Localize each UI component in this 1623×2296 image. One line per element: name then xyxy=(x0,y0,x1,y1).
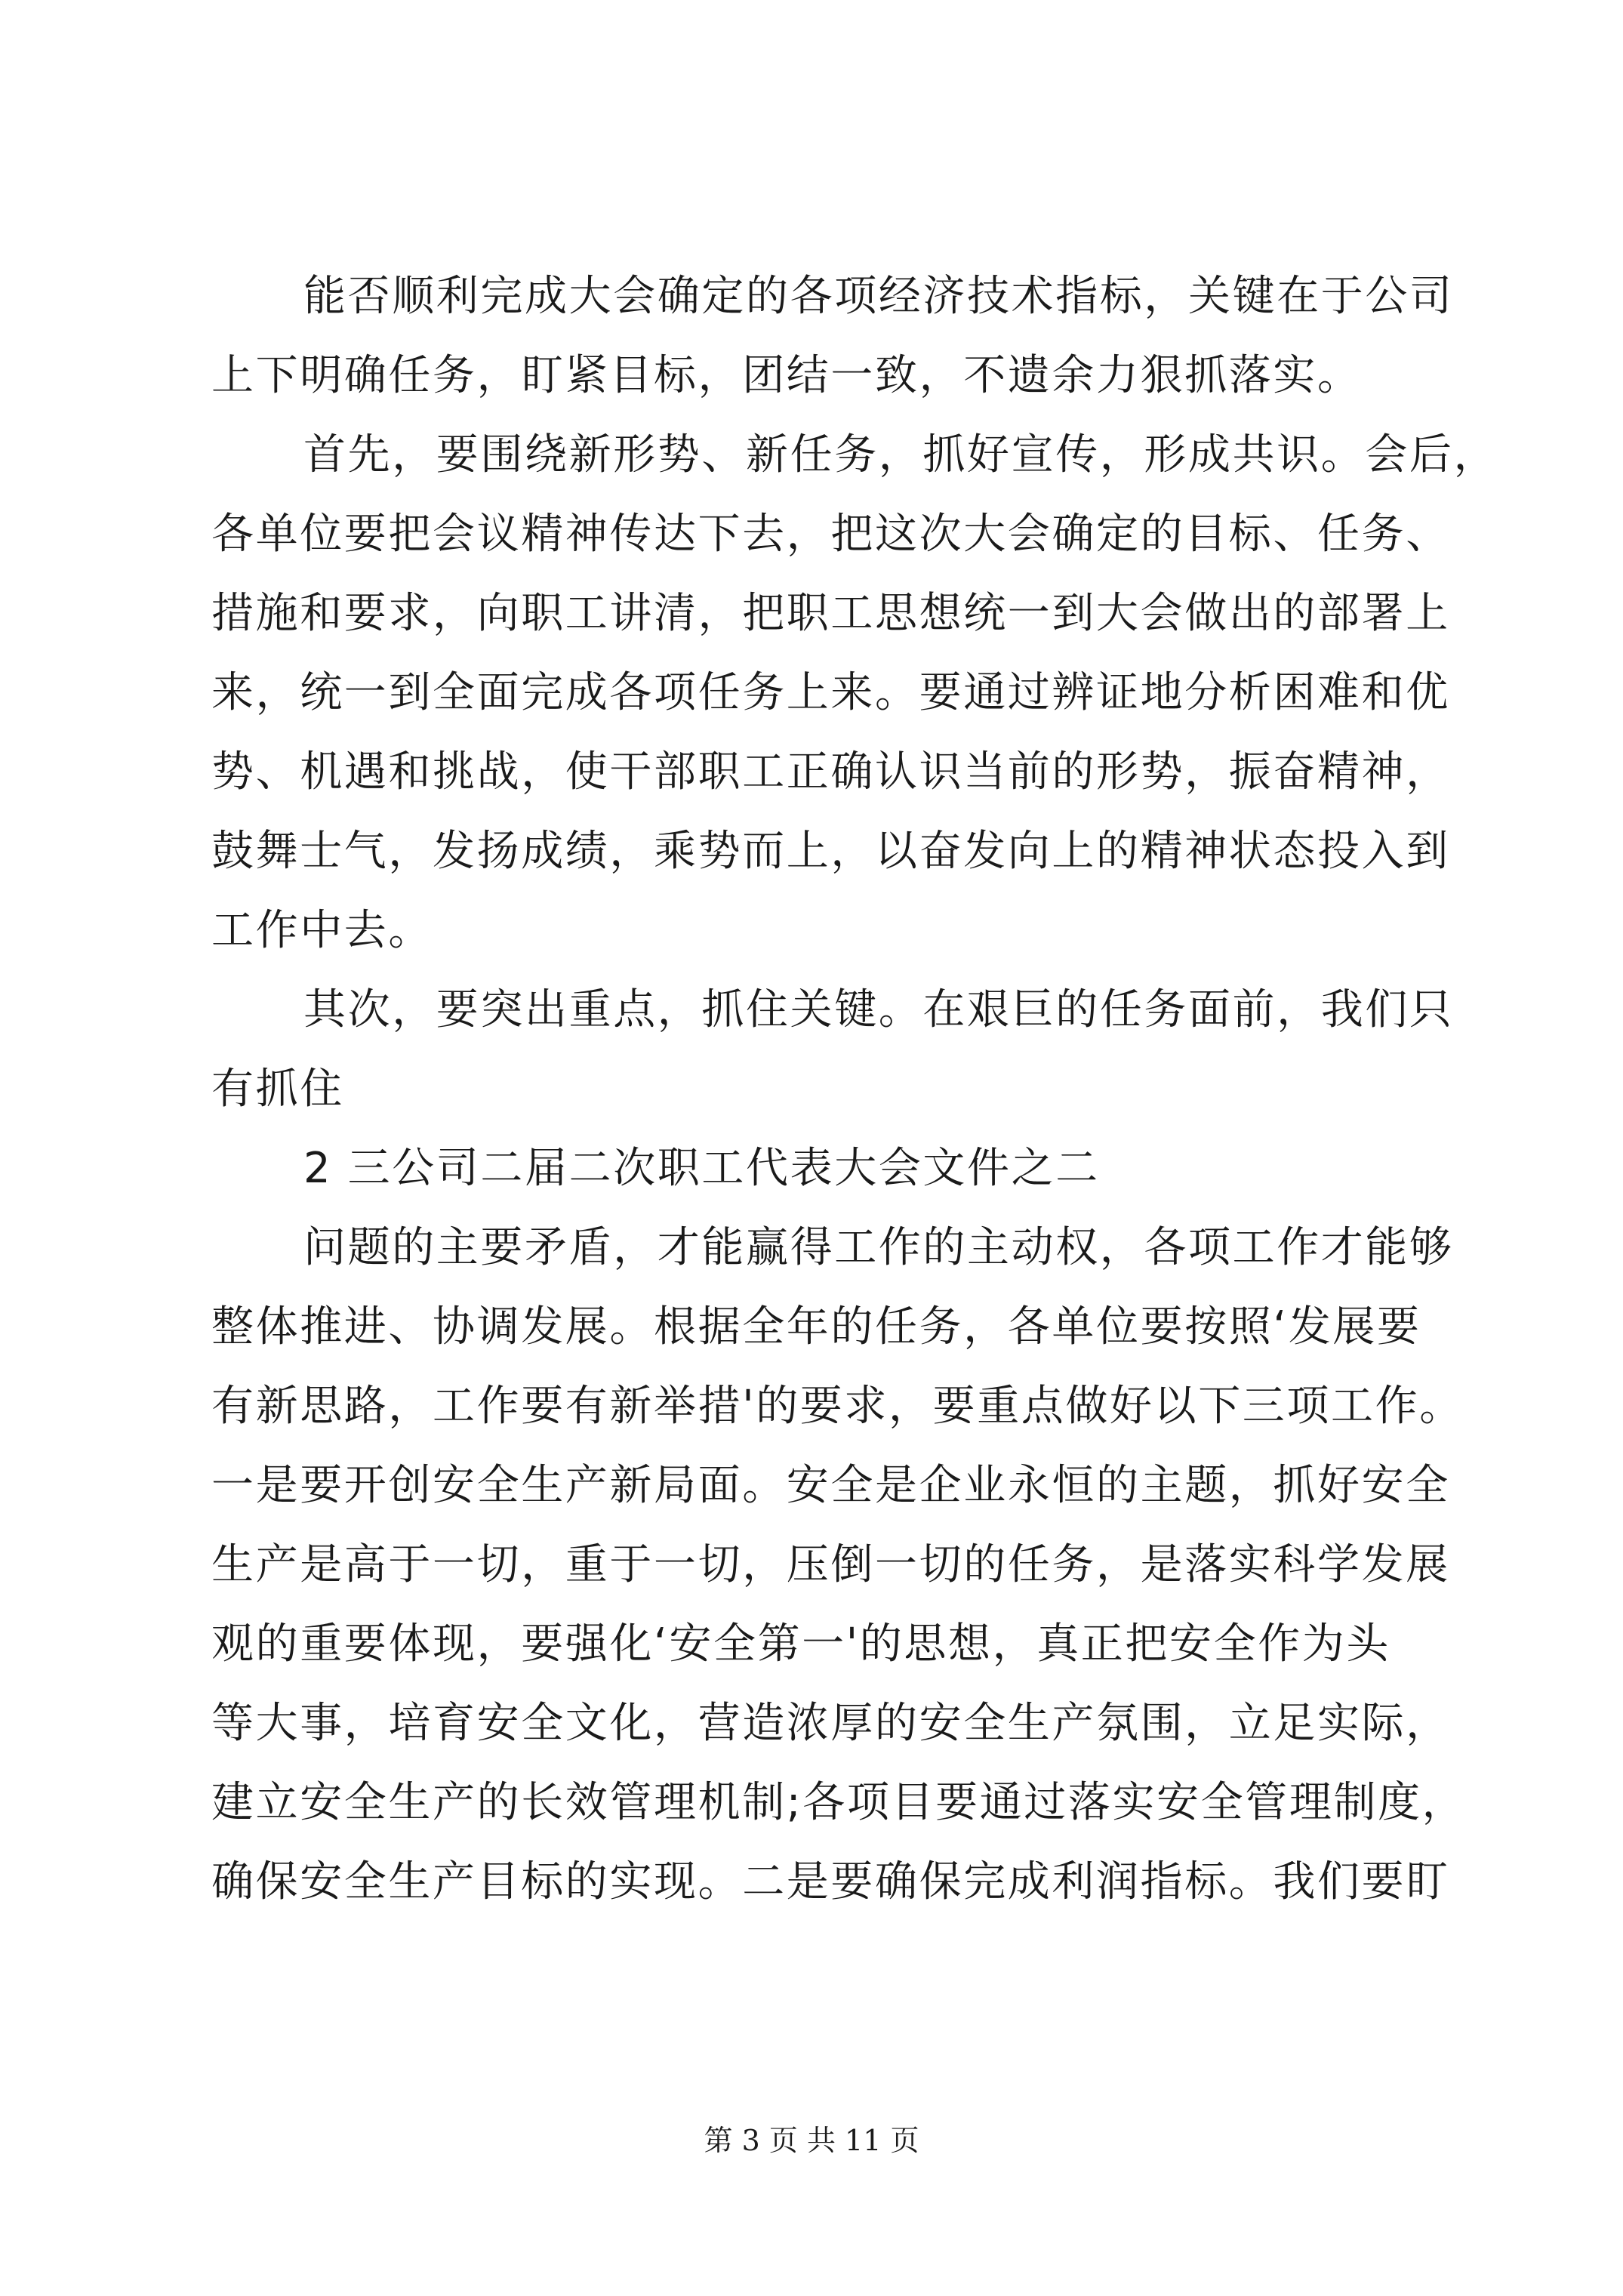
text-line-10: 其次，要突出重点，抓住关键。在艰巨的任务面前，我们只 xyxy=(303,985,1454,1034)
text-line-14: 整体推进、协调发展。根据全年的任务，各单位要按照‘发展要 xyxy=(211,1302,1421,1351)
text-line-20: 建立安全生产的长效管理机制;各项目要通过落实安全管理制度， xyxy=(211,1778,1467,1827)
text-line-5: 措施和要求，向职工讲清，把职工思想统一到大会做出的部署上 xyxy=(211,589,1450,638)
text-line-21: 确保安全生产目标的实现。二是要确保完成利润指标。我们要盯 xyxy=(211,1857,1450,1906)
document-body xyxy=(211,257,1498,1922)
section-heading: 2 三公司二届二次职工代表大会文件之二 xyxy=(303,1144,1100,1193)
page-footer: 第 3 页 共 11 页 xyxy=(704,2124,919,2157)
text-line-17: 生产是高于一切，重于一切，压倒一切的任务，是落实科学发展 xyxy=(211,1540,1450,1589)
text-line-1: 能否顺利完成大会确定的各项经济技术指标，关键在于公司 xyxy=(303,272,1454,321)
text-line-2: 上下明确任务，盯紧目标，团结一致，不遗余力狠抓落实。 xyxy=(211,351,1362,400)
text-line-13: 问题的主要矛盾，才能赢得工作的主动权，各项工作才能够 xyxy=(303,1223,1454,1272)
text-line-8: 鼓舞士气，发扬成绩，乘势而上，以奋发向上的精神状态投入到 xyxy=(211,827,1450,876)
text-line-15: 有新思路，工作要有新举措'的要求，要重点做好以下三项工作。 xyxy=(211,1382,1464,1431)
text-line-19: 等大事，培育安全文化，营造浓厚的安全生产氛围，立足实际， xyxy=(211,1699,1450,1748)
text-line-4: 各单位要把会议精神传达下去，把这次大会确定的目标、任务、 xyxy=(211,510,1450,559)
text-line-16: 一是要开创安全生产新局面。安全是企业永恒的主题，抓好安全 xyxy=(211,1461,1450,1510)
text-line-3: 首先，要围绕新形势、新任务，抓好宣传，形成共识。会后， xyxy=(303,430,1498,479)
text-line-9: 工作中去。 xyxy=(211,906,433,955)
text-line-7: 势、机遇和挑战，使干部职工正确认识当前的形势，振奋精神， xyxy=(211,747,1450,797)
text-line-11: 有抓住 xyxy=(211,1065,344,1114)
text-line-6: 来，统一到全面完成各项任务上来。要通过辨证地分析困难和优 xyxy=(211,668,1450,717)
text-line-18: 观的重要体现，要强化‘安全第一'的思想，真正把安全作为头 xyxy=(211,1620,1390,1669)
